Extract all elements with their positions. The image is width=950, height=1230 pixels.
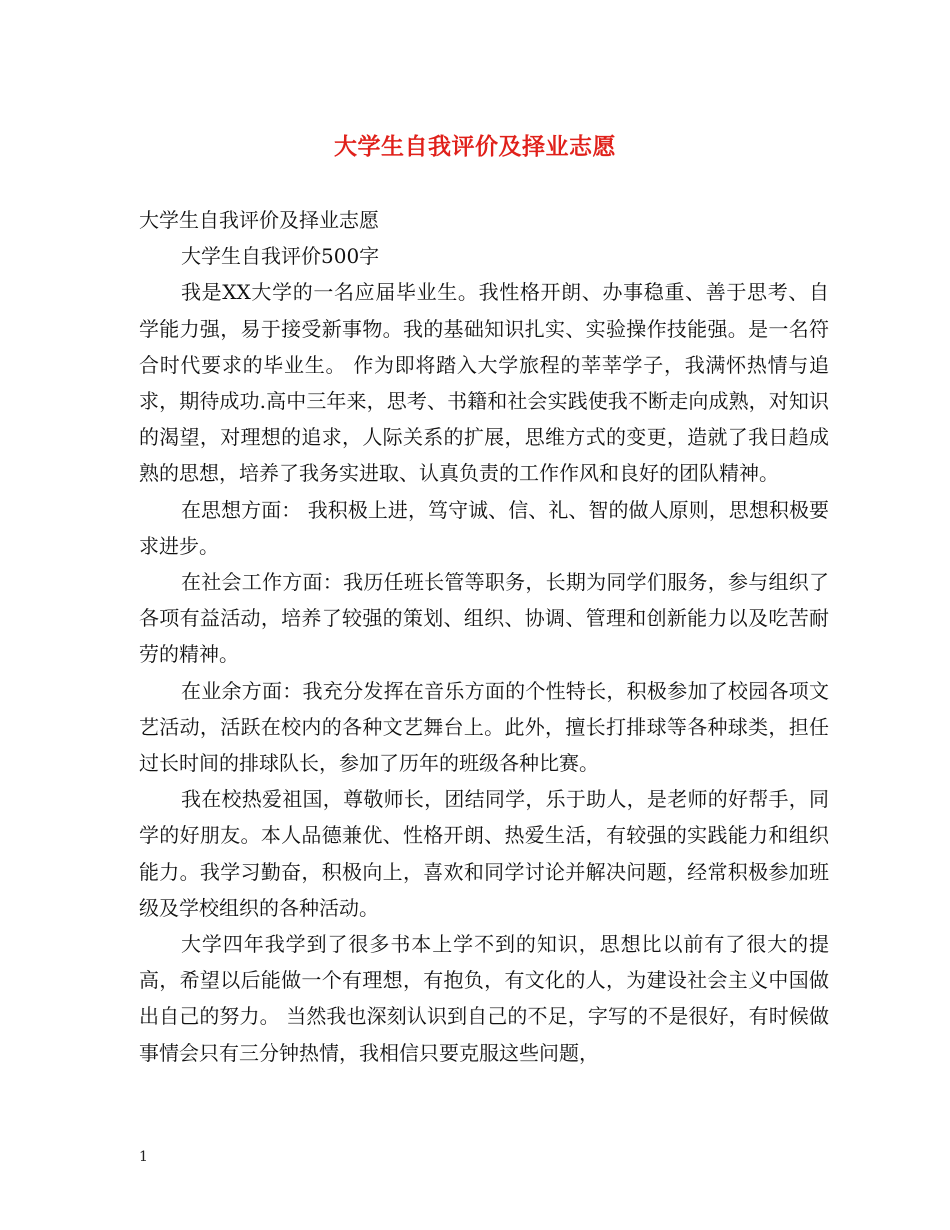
paragraph-school-life: 我在校热爱祖国，尊敬师长，团结同学，乐于助人，是老师的好帮手，同学的好朋友。本人品德兼优、性格开朗、热爱生活，有较强的实践能力和组织能力。我学习勤奋，积极向上，喜欢和同学讨论并解决问题，经常积极参加班级及学校组织的各种活动。 [139, 787, 829, 920]
paragraph-university-years: 大学四年我学到了很多书本上学不到的知识，思想比以前有了很大的提高，希望以后能做一个有理想，有抱负，有文化的人，为建设社会主义中国做出自己的努力。 当然我也深刻认识到自己的不足，字写的不是很好，有时候做事情会只有三分钟热情，我相信只要克服这些问题， [139, 932, 829, 1065]
page-number: 1 [139, 1149, 148, 1165]
document-body [139, 202, 829, 1071]
document-title: 大学生自我评价及择业志愿 [334, 133, 616, 160]
paragraph-heading: 大学生自我评价及择业志愿 [139, 208, 379, 232]
paragraph-subheading: 大学生自我评价500字 [181, 244, 380, 269]
paragraph-leisure: 在业余方面：我充分发挥在音乐方面的个性特长，积极参加了校园各项文艺活动，活跃在校内的各种文艺舞台上。此外，擅长打排球等各种球类，担任过长时间的排球队长，参加了历年的班级各种比赛。 [139, 678, 829, 776]
paragraph-introduction: 我是XX大学的一名应届毕业生。我性格开朗、办事稳重、善于思考、自学能力强，易于接受新事物。我的基础知识扎实、实验操作技能强。是一名符合时代要求的毕业生。 作为即将踏入大学旅程的莘莘学子，我满怀热情与追求，期待成功.高中三年来，思考、书籍和社会实践使我不断走向成熟，对知识的渴望，对理想的追求，人际关系的扩展，思维方式的变更，造就了我日趋成熟的思想，培养了我务实进取、认真负责的工作作风和良好的团队精神。 [139, 280, 829, 486]
paragraph-thought: 在思想方面： 我积极上进，笃守诚、信、礼、智的做人原则，思想积极要求进步。 [139, 497, 829, 558]
paragraph-social-work: 在社会工作方面：我历任班长管等职务，长期为同学们服务，参与组织了各项有益活动，培养了较强的策划、组织、协调、管理和创新能力以及吃苦耐劳的精神。 [139, 570, 829, 667]
